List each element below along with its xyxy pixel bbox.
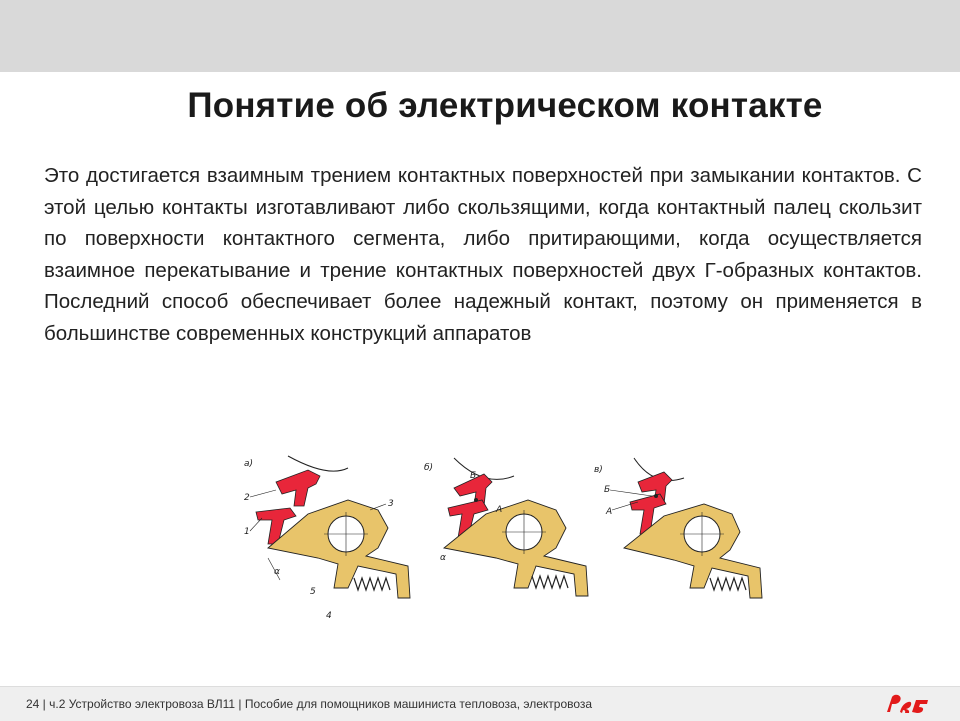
page-title: Понятие об электрическом контакте <box>187 86 823 125</box>
body-paragraph: Это достигается взаимным трением контактных поверхностей при замыкании контактов. С этой целью контакты изготавливают либо скользящими, когда контактный палец скользит по поверхности контактного сегмента, либо притирающими, когда осуществляется взаимное перекатывание и трение контактных поверхностей двух Г-образных контактов. Последний способ обеспечивает более надежный контакт, поэтому он применяется в большинстве современных конструкций аппаратов <box>44 164 922 345</box>
label-A-b: А <box>496 505 503 515</box>
footer-text: 24 | ч.2 Устройство электровоза ВЛ11 | Пособие для помощников машиниста тепловоза, электровоза <box>26 697 593 711</box>
label-5: 5 <box>310 587 316 597</box>
label-1: 1 <box>244 527 250 537</box>
label-panel-b: б) <box>424 463 434 473</box>
label-alpha-b: α <box>440 553 446 563</box>
panel-v <box>594 458 762 598</box>
label-alpha-a: α <box>274 567 280 577</box>
label-panel-v: в) <box>594 465 603 475</box>
panel-b <box>424 458 588 596</box>
label-2: 2 <box>244 493 250 503</box>
header-band <box>0 0 960 72</box>
fixed-contact-2 <box>276 470 320 506</box>
arc-line <box>288 456 348 471</box>
rzd-logo-icon <box>884 692 930 716</box>
label-3: 3 <box>388 499 394 509</box>
spring-4 <box>354 578 390 590</box>
label-4: 4 <box>326 611 332 621</box>
label-B-v: Б <box>604 485 611 495</box>
label-B-b: Б <box>470 471 477 481</box>
footer <box>0 686 960 721</box>
contact-diagram <box>238 448 778 638</box>
panel-a <box>244 456 410 621</box>
label-panel-a: а) <box>244 459 254 469</box>
label-A-v: А <box>606 507 613 517</box>
